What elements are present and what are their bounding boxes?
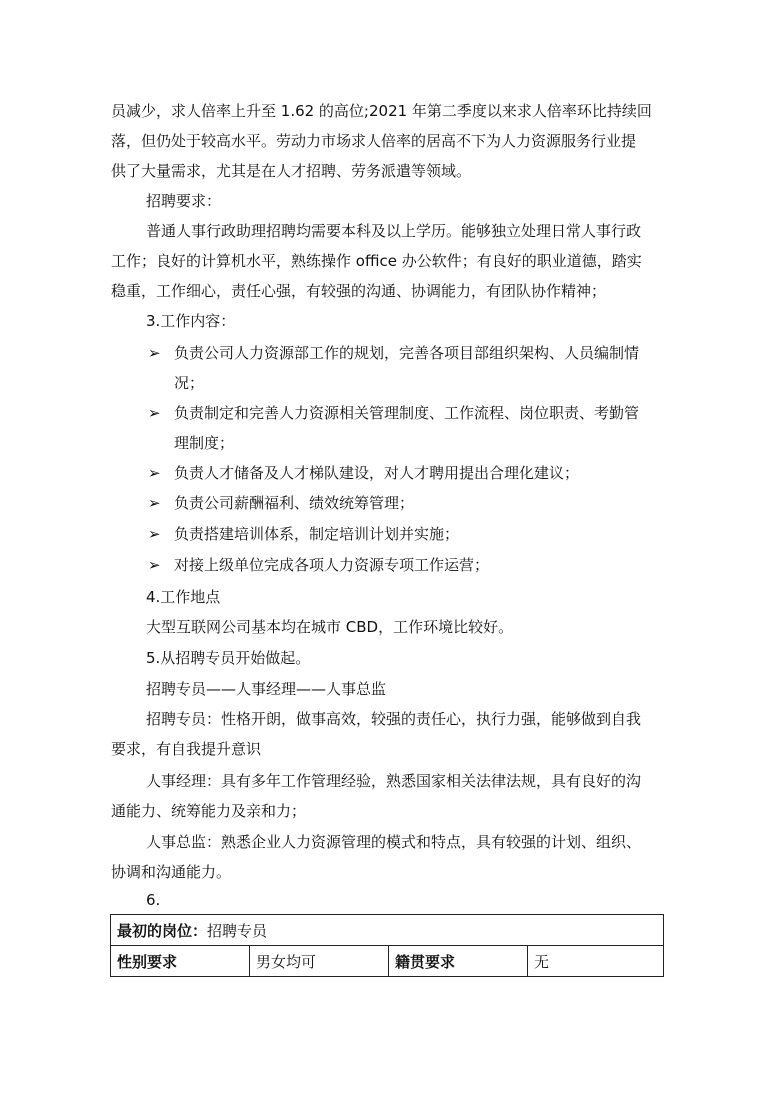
paragraph-line: 人事总监：熟悉企业人力资源管理的模式和特点，具有较强的计划、组织、 bbox=[146, 833, 642, 851]
career-path: 招聘专员——人事经理——人事总监 bbox=[146, 680, 387, 698]
requirements-heading: 招聘要求： bbox=[146, 192, 222, 210]
location-heading: 4.工作地点 bbox=[146, 588, 221, 606]
list-item-text: 对接上级单位完成各项人力资源专项工作运营； bbox=[174, 556, 490, 574]
arrow-bullet-icon: ➢ bbox=[148, 404, 161, 422]
paragraph-line: 人事经理：具有多年工作管理经验，熟悉国家相关法律法规，具有良好的沟 bbox=[146, 772, 642, 790]
list-item-text: 负责搭建培训体系，制定培训计划并实施； bbox=[174, 525, 460, 543]
list-item bbox=[148, 398, 668, 458]
paragraph-line: 员减少，求人倍率上升至 1.62 的高位;2021 年第二季度以来求人倍率环比持续回 bbox=[111, 102, 652, 120]
table-value: 男女均可 bbox=[250, 946, 389, 977]
list-item-text: 负责公司薪酬福利、绩效统筹管理； bbox=[174, 494, 415, 512]
list-item bbox=[148, 550, 668, 580]
table-row bbox=[111, 915, 664, 946]
table-label: 最初的岗位： bbox=[117, 921, 208, 940]
table-cell bbox=[111, 915, 664, 946]
list-item bbox=[148, 338, 668, 398]
list-item-text: 负责制定和完善人力资源相关管理制度、工作流程、岗位职责、考勤管 bbox=[174, 404, 640, 422]
paragraph-line: 大型互联网公司基本均在城市 CBD，工作环境比较好。 bbox=[146, 618, 514, 636]
paragraph-line: 招聘专员：性格开朗，做事高效，较强的责任心，执行力强，能够做到自我 bbox=[146, 710, 642, 728]
arrow-bullet-icon: ➢ bbox=[148, 556, 161, 574]
paragraph-line: 稳重，工作细心，责任心强，有较强的沟通、协调能力，有团队协作精神； bbox=[111, 282, 607, 300]
position-table bbox=[110, 914, 664, 977]
list-item-text: 负责公司人力资源部工作的规划，完善各项目部组织架构、人员编制情 bbox=[174, 344, 640, 362]
list-item-text: 负责人才储备及人才梯队建设，对人才聘用提出合理化建议； bbox=[174, 464, 580, 482]
table-value: 无 bbox=[528, 946, 664, 977]
table-row bbox=[111, 946, 664, 977]
paragraph-line: 供了大量需求，尤其是在人才招聘、劳务派遣等领域。 bbox=[111, 162, 472, 180]
arrow-bullet-icon: ➢ bbox=[148, 344, 161, 362]
table-value: 招聘专员 bbox=[207, 921, 268, 940]
section-six-heading: 6. bbox=[146, 891, 161, 909]
list-item bbox=[148, 519, 668, 549]
work-content-heading: 3.工作内容： bbox=[146, 312, 236, 330]
arrow-bullet-icon: ➢ bbox=[148, 525, 161, 543]
paragraph-line: 协调和沟通能力。 bbox=[111, 863, 232, 881]
list-item bbox=[148, 488, 668, 518]
arrow-bullet-icon: ➢ bbox=[148, 494, 161, 512]
arrow-bullet-icon: ➢ bbox=[148, 464, 161, 482]
list-item-text: 理制度； bbox=[174, 434, 235, 452]
list-item bbox=[148, 458, 668, 488]
table-label: 籍贯要求 bbox=[389, 946, 528, 977]
paragraph-line: 落，但仍处于较高水平。劳动力市场求人倍率的居高不下为人力资源服务行业提 bbox=[111, 132, 637, 150]
table-label: 性别要求 bbox=[111, 946, 250, 977]
start-heading: 5.从招聘专员开始做起。 bbox=[146, 649, 311, 667]
paragraph-line: 工作；良好的计算机水平，熟练操作 office 办公软件；有良好的职业道德，踏实 bbox=[111, 252, 642, 270]
list-item-text: 况； bbox=[174, 374, 205, 392]
paragraph-line: 普通人事行政助理招聘均需要本科及以上学历。能够独立处理日常人事行政 bbox=[146, 222, 642, 240]
paragraph-line: 要求，有自我提升意识 bbox=[111, 740, 262, 758]
paragraph-line: 通能力、统筹能力及亲和力； bbox=[111, 802, 307, 820]
